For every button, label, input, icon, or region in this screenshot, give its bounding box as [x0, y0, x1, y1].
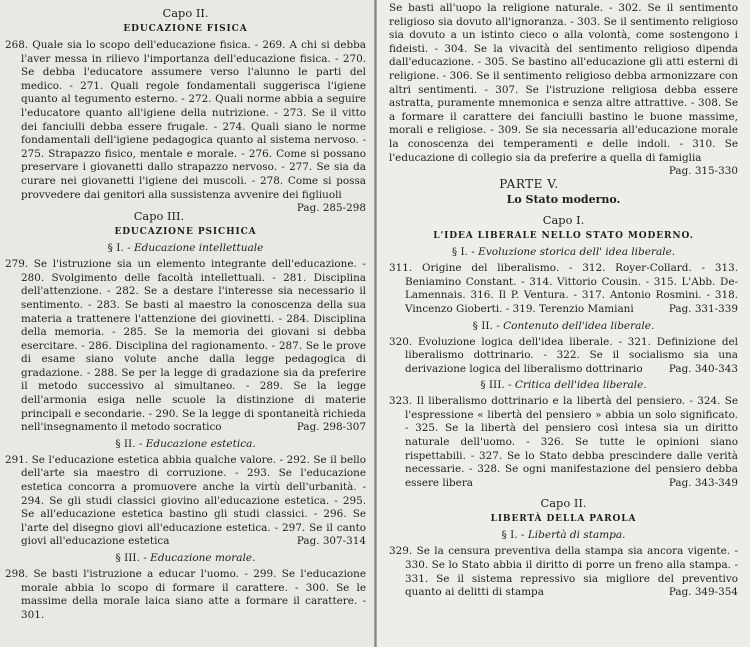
- left-page: [0, 0, 374, 647]
- entry-text: 268. Quale sia lo scopo dell'educazione fisica. - 269. A chi si debba l'aver messa in rilievo l'importanza dell'educazione fisica. - 270. Se debba l'educatore assumere verso l'alunno le parti del medico. - 271. Quali regole fondamentali suggerisca l'igiene quanto al tegumento esterno. - 272. Quali norme abbia a seguire l'educatore quanto all'igiene della nutrizione. - 273. Se il vitto dei fanciulli debba essere frugale. - 274. Quali siano le norme fondamentali dell'igiene pedagogica quanto al sistema nervoso. - 275. Strapazzo fisico, mentale e morale. - 276. Come si possano preservare i giovanetti dallo strapazzo nervoso. - 277. Se sia da curare nei giovanetti l'igiene dei muscoli. - 278. Come si possa provvedere dai genitori alla sussistenza avvenire dei figliuoli: [5, 39, 366, 201]
- paragraph-entry: [5, 39, 366, 215]
- paragraph-entry: [389, 395, 738, 490]
- section-heading: § III. - Educazione morale.: [115, 552, 256, 564]
- page-range: Pag. 331-339: [668, 302, 738, 315]
- paragraph-entry: [389, 262, 738, 316]
- paragraph-entry: [389, 545, 738, 599]
- paragraph-entry: [389, 2, 738, 178]
- chapter-heading: Capo III.: [133, 209, 185, 224]
- part-title: Lo Stato moderno.: [506, 193, 621, 207]
- page-range: Pag. 343-349: [668, 476, 738, 489]
- chapter-heading: Capo I.: [542, 213, 585, 228]
- paragraph-entry: [389, 336, 738, 377]
- section-heading: § II. - Contenuto dell'idea liberale.: [472, 319, 655, 332]
- section-heading: § III. - Critica dell'idea liberale.: [480, 379, 647, 392]
- chapter-heading: Capo II.: [162, 6, 209, 20]
- page-range: Pag. 307-314: [296, 535, 366, 548]
- chapter-subtitle: LIBERTÀ DELLA PAROLA: [490, 514, 637, 525]
- entry-text: 291. Se l'educazione estetica abbia qualche valore. - 292. Se il bello dell'arte sia maestro di corruzione. - 293. Se l'educazione estetica concorra a promuovere anche la virtù dell'urbanità. - 294. Se gli studi classici giovino all'educazione estetica. - 295. Se all'educazione estetica bastino gli studi classici. - 296. Se l'arte del disegno giovi all'educazione estetica. - 297. Se il canto giovi all'educazione estetica: [5, 453, 366, 548]
- entry-text: 311. Origine del liberalismo. - 312. Royer-Collard. - 313. Beniamino Constant. - 314. Vittorio Cousin. - 315. L'Abb. De-Lamennais. 316. Il P. Ventura. - 317. Antonio Rosmini. - 318. Vincenzo Gioberti. - 319. Terenzio Mamiani: [389, 262, 738, 315]
- page-range: Pag. 298-307: [296, 421, 366, 434]
- part-heading: PARTE V.: [499, 177, 559, 192]
- chapter-subtitle: EDUCAZIONE FISICA: [123, 24, 248, 34]
- page-range: Pag. 349-354: [668, 586, 738, 599]
- entry-text: 320. Evoluzione logica dell'idea liberale. - 321. Definizione del liberalismo dottrinario. - 322. Se il socialismo sia una derivazione logica del liberalismo dottrinario: [389, 335, 738, 375]
- section-heading: § I. - Evoluzione storica dell' idea liberale.: [451, 246, 676, 259]
- right-page: [377, 0, 750, 647]
- entry-text: 323. Il liberalismo dottrinario e la libertà del pensiero. - 324. Se l'espressione « libertà del pensiero » abbia un solo significato. - 325. Se la libertà del pensiero così intesa sia un diritto naturale dell'uomo. - 326. Se tutte le opinioni siano rispettabili. - 327. Se lo Stato debba prescindere dalle verità necessarie. - 328. Se ogni manifestazione del pensiero debba essere libera: [389, 395, 738, 489]
- section-heading: § I. - Libertà di stampa.: [501, 529, 626, 542]
- paragraph-entry: [5, 568, 366, 622]
- paragraph-entry: [5, 454, 366, 549]
- entry-text: 298. Se basti l'istruzione a educar l'uomo. - 299. Se l'educazione morale abbia lo scopo di formare il carattere. - 300. Se le massime della morale laica siano atte a formare il carattere. - 301.: [5, 568, 366, 621]
- chapter-subtitle: EDUCAZIONE PSICHICA: [114, 227, 257, 238]
- section-heading: § I. - Educazione intellettuale: [107, 242, 264, 255]
- entry-text: 279. Se l'istruzione sia un elemento integrante dell'educazione. - 280. Svolgimento delle facoltà intellettuali. - 281. Disciplina dell'attenzione. - 282. Se a destare l'interesse sia necessario il sentimento. - 283. Se basti al maestro la conoscenza della sua materia a trattenere l'attenzione dei giovinetti. - 284. Disciplina della memoria. - 285. Se la memoria dei giovani si debba esercitare. - 286. Disciplina del ragionamento. - 287. Se le prove di esame siano volute anche dalla legge pedagogica di gradazione. - 288. Se per la legge di gradazione sia da preferire il metodo successivo al simultaneo. - 289. Se la legge dell'armonia esiga nelle scuole la distinzione di materie principali e secondarie. - 290. Se la legge di spontaneità richieda nell'insegnamento il metodo socratico: [5, 258, 366, 434]
- chapter-heading: Capo II.: [540, 496, 587, 511]
- entry-text: Se basti all'uopo la religione naturale. - 302. Se il sentimento religioso sia dovuto all'ignoranza. - 303. Se il sentimento religioso sia dovuto a un istinto cieco o alla volontà, come sostengono i fideisti. - 304. Se la vivacità del sentimento religioso dipenda dall'educazione. - 305. Se bastino all'educazione gli atti esterni di religione. - 306. Se il sentimento religioso debba armonizzare con altri sentimenti. - 307. Se l'istruzione religiosa debba essere astratta, puramente mnemonica e senza altre attrattive. - 308. Se a formare il carattere dei fanciulli bastino le buone massime, morali e religiose. - 309. Se sia necessaria all'educazione morale la conoscenza dei temperamenti e delle indoli. - 310. Se l'educazione di collegio sia da preferire a quella di famiglia: [389, 2, 738, 164]
- page-range: Pag. 315-330: [668, 165, 738, 178]
- page-range: Pag. 285-298: [296, 202, 366, 215]
- paragraph-entry: [5, 258, 366, 435]
- entry-text: 329. Se la censura preventiva della stampa sia ancora vigente. - 330. Se lo Stato abbia il diritto di porre un freno alla stampa. - 331. Se il sistema repressivo sia migliore del preventivo quanto ai delitti di stampa: [389, 545, 738, 599]
- page-range: Pag. 340-343: [668, 362, 738, 375]
- chapter-subtitle: L'IDEA LIBERALE NELLO STATO MODERNO.: [433, 231, 694, 242]
- section-heading: § II. - Educazione estetica.: [115, 437, 256, 450]
